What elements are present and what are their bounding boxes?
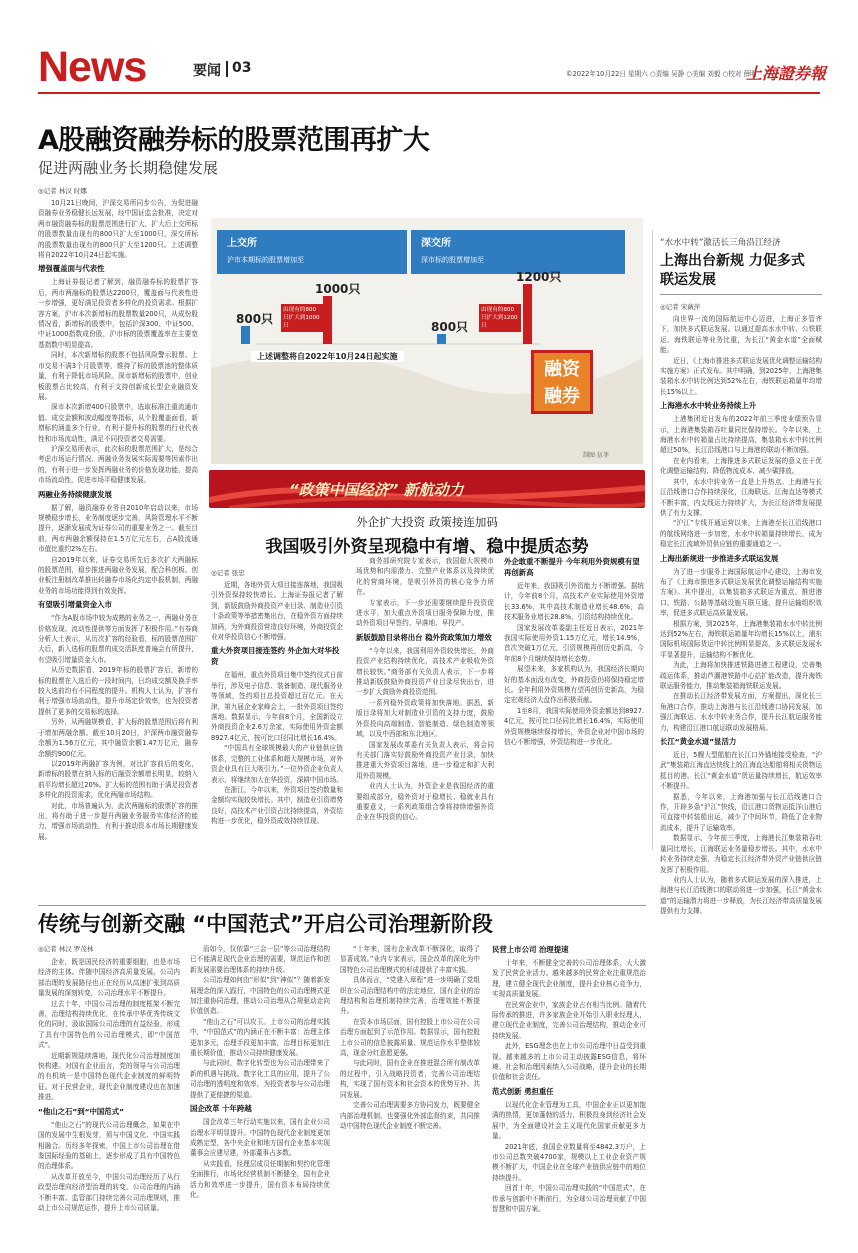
lead-paragraph: 自2019年以来，证券交易所先后多次扩大两融标的股票范围，稳步推进两融业务发展，配合科创板、创业板注册制改革推出转融券市场化约定申报机制，两融业务的市场功能得到有效发挥。 xyxy=(38,555,198,595)
lead-byline: ◎记者 林汉 时娜 xyxy=(38,187,87,195)
right-paragraph: 在推动长江经济带发展方面，方案提出，深化长三角港口合作，推动上海港与长江沿线港口协同发展，加强江海联运、水水中转业务合作，提升长江航运服务能力，构建沿江港口航运联动发展格局。 xyxy=(660,692,822,732)
bottom-paragraph: 企业，既是国民经济的重要细胞，也是市场经济的主体。伴随中国经济高质量发展，公司内部治理的发展路径也正在经历从高速扩张到高质量发展的深刻转变，公司治理水平不断提升。 xyxy=(38,958,180,998)
right-headline-rule xyxy=(660,294,822,295)
right-headline: 上海出台新规 力促多式联运发展 xyxy=(660,253,805,288)
bottom-paragraph: 从改革开放至今，中国公司治理经历了从行政型治理向经济型治理的转变，公司治理的内涵不断丰富。监管部门持续完善公司治理规则，推动上市公司规范运作，提升上市公司质量。 xyxy=(38,1172,180,1212)
trade-column-2 xyxy=(356,556,494,904)
bottom-paragraph: 在资本市场层面，国有控股上市公司在公司治理方面起到了示范作用。数据显示，国有控股上市公司的信息披露质量、规范运作水平整体较高，现金分红意愿更强。 xyxy=(340,1017,480,1058)
trade-paragraph: 一系列稳外资政策将加快落地。据悉，新版目录将加大对制造业引资的支持力度，鼓励外资投向高端制造、智能制造、绿色制造等领域，以及中西部和东北地区。 xyxy=(356,698,494,739)
trade-paragraph: 专家表示，下一步还需要继续提升投资促进水平，加大重点外资项目服务保障力度，推动外资项目早签约、早落地、早投产。 xyxy=(356,598,494,628)
badge-text-line1: 融资 xyxy=(544,359,580,380)
lead-paragraph: 据了解，融资融券业务自2010年启动以来，市场规模稳步增长，业务制度逐步完善，风险管理水平不断提升，逐渐发展成为证券公司的重要业务之一。截至目前，两市两融余额保持在1.5万亿元左右，占A股流通市值比重约2%左右。 xyxy=(38,503,198,554)
sse-caption: 沪市本期标的股票增加至 xyxy=(227,256,304,264)
paper-name: 上海證券報 xyxy=(746,64,827,83)
sse-title: 上交所 xyxy=(227,238,257,249)
szse-from-bar xyxy=(437,334,446,344)
lead-article xyxy=(38,186,198,902)
sse-to-bar xyxy=(323,296,332,344)
right-paragraph: 数据显示，今年前三季度，上海港长江集装箱吞吐量同比增长，江海联运业务量稳步增长。其中，水水中转业务持续走强，为稳定长江经济带外贸产业链供应链发挥了积极作用。 xyxy=(660,834,822,874)
trade-paragraph: 近期，各地外资大项目接连落地，我国吸引外资保持较快增长。上海证券报记者了解到，新版鼓励外商投资产业目录、制造业引资十条政策等举措密集出台，在稳外资方面持续加码，为外商投资营造良好环境，外商投资企业对华投资信心不断增强。 xyxy=(211,581,343,642)
right-paragraph: 在业内看来，上海推进多式联运发展的意义在于优化调整运输结构、降低物流成本、减少碳排放。 xyxy=(660,456,822,476)
bottom-subheading: 民营上市公司 治理提速 xyxy=(492,945,569,954)
bottom-subheading: 范式创新 勇担重任 xyxy=(492,1086,554,1096)
news-logo: News xyxy=(38,43,147,91)
right-paragraph: 上港集团近日发布的2022年前三季度业绩预告显示，上海港集装箱吞吐量同比保持增长。今年以来，上海港水水中转箱量占比持续提高，集装箱水水中转比例超过50%，长江沿线港口与上海港的联动不断加强。 xyxy=(660,415,822,455)
bottom-paragraph: 从实践看，经理层成员任期制和契约化管理全面推行，市场化经营机制不断健全，国有企业活力和效率进一步提升，国有资本布局持续优化。 xyxy=(190,1159,330,1199)
bottom-paragraph: “十年来，国有企业改革不断深化，取得了显著成效。”业内专家表示，国企改革的深化为中国特色公司治理模式的形成提供了丰富实践。 xyxy=(340,945,480,974)
lead-paragraph: 另外，从两融规模看，扩大标的股票范围后将有利于增加两融余额。截至10月20日，沪深两市融资融券余额为1.56万亿元，其中融资余额1.47万亿元，融券余额约900亿元。 xyxy=(38,718,198,758)
right-paragraph: 其中，水水中转业务一直是上升热点。上海港与长江沿线港口合作持续深化，江海联运、江海直达等模式不断丰富，内支线运力持续扩大，为长江经济带发展提供了有力支撑。 xyxy=(660,477,822,517)
section-divider xyxy=(226,61,228,77)
trade-subheading: 新版鼓励目录将出台 稳外资政策加力增效 xyxy=(356,632,492,642)
bottom-paragraph: 国企改革三年行动实施以来，国有企业公司治理水平明显提升。中国特色现代企业制度更加成熟定型，各中央企业和地方国有企业基本实现董事会应建尽建，外部董事占多数。 xyxy=(190,1118,330,1158)
bottom-paragraph: 与此同时，国有企业在推进混合所有制改革的过程中，引入战略投资者，完善公司治理结构，实现了国有资本和社会资本的优势互补、共同发展。 xyxy=(340,1059,480,1099)
infographic-credit: 制图 伍菲 xyxy=(583,452,609,459)
trade-paragraph: “今年以来，我国利用外资较快增长，外商投资产业结构持续优化，高技术产业吸收外资增长较快。”商务部有关负责人表示，下一步将推动新版鼓励外商投资产业目录尽快出台，进一步扩大鼓励外商投资范围。 xyxy=(356,646,494,697)
special-banner xyxy=(209,470,645,508)
bottom-column-1 xyxy=(38,957,180,1237)
sse-from-label: 800只 xyxy=(236,312,274,326)
right-paragraph: 近日，5艘大型船舶在长江口外锚地接受检查，“沪武”集装箱江海直达快线上的江海直达船舶将相关货物运抵目的港。长江“黄金水道”货运量持续增长，航运效率不断提升。 xyxy=(660,751,822,791)
trade-subheading: 重大外资项目接连签约 外企加大对华投资 xyxy=(211,646,340,667)
lead-headline: A股融资融券标的股票范围再扩大 xyxy=(38,125,430,156)
right-subheading: 上海港水水中转业务持续上升 xyxy=(660,401,757,411)
right-subheading: 上海出新规进一步推进多式联运发展 xyxy=(660,553,779,563)
badge-text-line2: 融券 xyxy=(544,386,580,407)
szse-to-bar xyxy=(523,284,532,344)
lead-paragraph: 对此，市场普遍认为，此次两融标的股票扩容的推出，将有助于进一步提升两融业务服务实体经济的能力，增强市场流动性，有利于推动资本市场长期健康发展。 xyxy=(38,801,198,841)
bottom-paragraph: “他山之石”可以攻玉。上市公司的治理实践中，“中国范式”的内涵正在不断丰富：治理主体更加多元，治理手段更加丰富，治理目标更加注重长期价值，推动公司持续健康发展。 xyxy=(190,1017,330,1058)
right-paragraph: 根据方案，到2025年，上海港集装箱水水中转比例达到52%左右，海铁联运箱量年均增长15%以上，浦东国际机场国际货运中转比例明显提高，多式联运发展水平显著提升，运输结构不断优化。 xyxy=(660,619,822,659)
right-kicker: “水水中转”激活长三角沿江经济 xyxy=(660,238,781,248)
bottom-paragraph: 而如今，仅依靠“三会一层”等公司治理结构已不能满足现代企业治理的需要，规范运作和创新发展需要治理体系的持续升级。 xyxy=(190,945,330,974)
bottom-paragraph: 完善公司治理需要多方协同发力，既要健全内部治理机制，也要强化外部监督约束，共同推动中国特色现代企业制度不断完善。 xyxy=(340,1101,480,1130)
bottom-column-2 xyxy=(190,944,330,1237)
szse-to-label: 1200只 xyxy=(516,270,562,284)
bottom-paragraph: 此外，ESG理念也在上市公司治理中日益受到重视。越来越多的上市公司主动披露ESG信息，将环境、社会和治理因素纳入公司战略，提升企业的长期价值和社会责任。 xyxy=(492,1042,646,1082)
lead-subheading: 增强覆盖面与代表性 xyxy=(38,264,105,274)
trade-paragraph: 国家发展改革委有关负责人表示，将会同有关部门落实好鼓励外商投资产业目录，加快推进重大外资项目落地，进一步稳定和扩大利用外资规模。 xyxy=(356,740,494,780)
margin-trading-badge xyxy=(531,350,593,414)
lead-subheadline: 促进两融业务长期稳健发展 xyxy=(38,159,219,177)
bottom-subheading: 国企改革 十年跨越 xyxy=(190,1104,252,1114)
szse-caption: 深市标的股票增加至 xyxy=(421,256,484,264)
trade-paragraph: 展望未来，多家机构认为，我国经济长期向好的基本面没有改变，外商投资仍将保持稳定增长。全年利用外资规模有望再创历史新高，为稳定宏观经济大盘作出积极贡献。 xyxy=(504,665,644,705)
bottom-paragraph: 过去十年，中国公司治理的制度框架不断完善，治理结构持续优化，在传承中华优秀传统文化的同时，汲取国际公司治理的有益经验，形成了具有中国特色的公司治理模式，即“中国范式”。 xyxy=(38,999,180,1050)
sse-from-bar xyxy=(241,326,250,344)
bottom-column-4 xyxy=(492,944,646,1237)
bottom-paragraph: 2021年底，我国企业数量将至4842.3万户，上市公司总数突破4700家，规模以上工业企业资产规模不断扩大，中国企业在全球产业链供应链中的地位持续提升。 xyxy=(492,1142,646,1182)
lead-paragraph: 以2019年两融扩容为例，对比扩容前后的变化，新增标的股票在纳入标的后融资余额增长明显，较纳入前平均增长超过20%。扩大标的范围有助于满足投资者多样化的投资需求，优化两融市场结构。 xyxy=(38,759,198,800)
trade-headline: 我国吸引外资呈现稳中有增、稳中提质态势 xyxy=(265,537,589,557)
lead-paragraph: 沪深交易所表示，此次标的股票范围扩大，是综合考虑市场运行情况、两融业务发展实际需要等因素作出的，有利于进一步发挥两融业务的价格发现功能，提高市场流动性，促进市场平稳健康发展。 xyxy=(38,444,198,485)
right-paragraph: 据悉，今年以来，上海港加强与长江沿线港口合作，开辟多条“沪江”快线，沿江港口货物运抵洋山港后可直接中转装船出运，减少了中间环节，降低了企业物流成本，提升了运输效率。 xyxy=(660,792,822,832)
bottom-paragraph: 公司治理如何由“形似”到“神似”？随着新发展理念的深入践行，中国特色的公司治理模式更加注重协同治理，推动公司治理从合规驱动走向价值创造。 xyxy=(190,976,330,1016)
lead-subheading: 有望吸引增量资金入市 xyxy=(38,600,112,610)
page-number: 03 xyxy=(232,60,252,76)
bottom-paragraph: 具体而言，“党建入章程”进一步明确了党组织在公司治理结构中的法定地位，国有企业的治理结构和治理机制持续完善，治理效能不断提升。 xyxy=(340,976,480,1016)
banner-text: “政策中国经济” 新航动力 xyxy=(289,481,464,499)
trade-paragraph: 1至8月，我国实际使用外资金额达到8927.4亿元，按可比口径同比增长16.4%，实际使用外资规模继续保持增长，外资企业对中国市场的信心不断增强，外资结构进一步优化。 xyxy=(504,706,644,747)
bottom-paragraph: 在民营企业中，家族企业占有相当比例。随着代际传承的推进，许多家族企业开始引入职业经理人，建立现代企业制度，完善公司治理结构，推动企业可持续发展。 xyxy=(492,1000,646,1040)
lead-subheading: 两融业务持续健康发展 xyxy=(38,489,112,499)
effective-date-band: 上述调整将自2022年10月24日起实施 xyxy=(251,351,404,362)
right-paragraph: 近日，《上海市推进多式联运发展优化调整运输结构实施方案》正式发布。其中明确，到2025年，上海港集装箱水水中转比例达到52%左右，海铁联运箱量年均增长15%以上。 xyxy=(660,356,822,396)
masthead xyxy=(0,0,858,100)
szse-title: 深交所 xyxy=(421,238,451,249)
right-paragraph: 向世界一流的国际航运中心迈进，上海正多管齐下，加快多式联运发展。以通过提高水水中转、公铁联运、海铁联运等业务比重，为长江“黄金水道”全面赋能。 xyxy=(660,315,822,355)
szse-from-label: 800只 xyxy=(431,320,469,334)
trade-paragraph: 商务部研究院专家表示，我国超大规模市场优势和内需潜力、完整产业体系以及持续优化的营商环境，是吸引外资的核心竞争力所在。 xyxy=(356,557,494,597)
sse-to-label: 1000只 xyxy=(315,282,361,296)
masthead-rule xyxy=(38,92,820,94)
trade-paragraph: 近年来，我国吸引外资能力不断增强。据统计，今年前8个月，高技术产业实际使用外资增长33.6%，其中高技术制造业增长48.6%，高技术服务业增长28.8%，引资结构持续优化。 xyxy=(504,582,644,622)
bottom-column-3 xyxy=(340,944,480,1237)
right-paragraph: “沪江”专线开通运营以来，上海港至长江沿线港口的航线网络进一步加密，水水中转箱量持续增长，成为稳定长江流域外贸供应链的重要通道之一。 xyxy=(660,519,822,549)
lead-paragraph: 上海证券报记者了解到，融资融券标的股票扩容后，两市两融标的股票达2200只，覆盖面与代表性进一步增强，更好满足投资者多样化的投资需求。根据扩容方案，沪市本次新增标的股票数量200只，从成份股情况看，新增标的股票中，包括沪深300、中证500、中证1000指数成份股，沪市标的股票覆盖率在主要宽基指数中明显提高。 xyxy=(38,278,198,349)
right-article xyxy=(660,302,822,1204)
right-subheading: 长江“黄金水道”显活力 xyxy=(660,737,737,747)
trade-column-1 xyxy=(211,580,343,904)
trade-paragraph: “中国具有全球规模最大的产业链供应链体系，完整的工业体系和超大规模市场，对外资企业具有巨大吸引力。”一位外资企业负责人表示，将继续加大在华投资，深耕中国市场。 xyxy=(211,744,343,784)
bottom-paragraph: 回首十年，中国公司治理实践的“中国范式”，在传承与创新中不断前行，为全球公司治理贡献了中国智慧和中国方案。 xyxy=(492,1184,646,1213)
lead-paragraph: 从历史数据看，2019年标的股票扩容后，新增的标的股票在入选后的一段时间内，日均成交额及换手率较入选前均有不同程度的提升。机构人士认为，扩容有利于增强市场流动性，提升市场定价效率，也为投资者提供了更多的交易标的选择。 xyxy=(38,666,198,716)
trade-paragraph: 业内人士认为，外资企业是我国经济的重要组成部分，稳外资对于稳增长、稳就业具有重要意义，一系列政策组合拳将持续增强外资企业在华投资的信心。 xyxy=(356,782,494,822)
sse-change-box: 由现有的800只扩大到1000只 xyxy=(281,304,323,332)
trade-paragraph: 在福州，重点外资项目集中签约仪式日前举行，涉及电子信息、装备制造、现代服务业等领域，签约项目总投资超过百亿元。在天津，第九届企业家峰会上，一批外资项目签约落地。数据显示，今年前8个月，全国新设立外商投资企业2.6万余家，实际使用外资金额8927.4亿元，按可比口径同比增长16.4%。 xyxy=(211,671,343,742)
right-paragraph: 为此，上海将加快推进铁路进港工程建设，完善集疏运体系，推动芦潮港铁路中心站扩能改造，提升海铁联运服务能力，推动集装箱海铁联运发展。 xyxy=(660,661,822,690)
szse-change-box: 由现有的800只扩大到1200只 xyxy=(479,304,521,332)
bottom-paragraph: 以现代化企业管理为工具，中国企业正以更加饱满的热情，更加蓬勃的活力，积极投身到经济社会发展中，为全面建设社会主义现代化国家贡献更多力量。 xyxy=(492,1100,646,1141)
bottom-subheading: “他山之石”到“中国范式” xyxy=(38,1106,124,1116)
bottom-paragraph: 近期新规陆续落地，现代化公司治理制度加快构建。对国有企业而言，党的领导与公司治理的有机统一是中国特色现代企业制度的鲜明特征。对于民营企业，现代企业制度建设也在加速推进。 xyxy=(38,1051,180,1102)
right-column-divider xyxy=(652,230,653,850)
bottom-paragraph: “他山之石”的现代公司治理概念，如果在中国的发展中生根发芽，须与中国文化、中国实践相融合。历经多年探索，中国上市公司治理在借鉴国际经验的基础上，逐步形成了具有中国特色的治理体系。 xyxy=(38,1120,180,1171)
lead-paragraph: 深市本次新增400只股票中，选取标准注重流通市值、成交金额和波动幅度等指标，从个股覆盖面看，新增标的涵盖多个行业，有利于提升标的股票的行业代表性和市场流动性，满足不同投资者交易需要。 xyxy=(38,403,198,443)
bottom-byline: ◎记者 林汉 罗茂林 xyxy=(38,945,94,953)
trade-paragraph: 国家发展改革委副主任近日表示，2021年我国实际使用外资1.15万亿元，增长14.9%，首次突破1万亿元，引资规模再创历史新高，今年前8个月继续保持增长态势。 xyxy=(504,623,644,663)
masthead-meta: ©2022年10月22日 星期六 ○责编 吴静 ○美编 刘毅 ○校对 薛明 xyxy=(566,70,757,78)
sse-panel xyxy=(217,230,407,274)
right-paragraph: 业内人士认为，随着多式联运发展的深入推进，上海港与长江沿线港口的联动将进一步加强，长江“黄金水道”的运输潜力将进一步释放，为长江经济带高质量发展提供有力支撑。 xyxy=(660,875,822,916)
right-byline: ◎记者 宋薇萍 xyxy=(660,303,701,311)
trade-kicker: 外企扩大投资 政策接连加码 xyxy=(356,515,498,529)
bottom-section-rule xyxy=(38,905,646,906)
section-name: 要闻 xyxy=(193,63,221,79)
bottom-paragraph: 十年来，不断健全完善的公司治理体系，大大激发了民营企业活力。越来越多的民营企业注重规范治理，建立健全现代企业制度，提升企业核心竞争力，实现高质量发展。 xyxy=(492,959,646,999)
right-paragraph: 为了进一步服务上海国际航运中心建设，上海市发布了《上海市推进多式联运发展优化调整运输结构实施方案》。其中提出，以集装箱多式联运为重点，推进港口、铁路、公路等基础设施互联互通，提升运输组织效率，促进多式联运高质量发展。 xyxy=(660,567,822,618)
lead-paragraph: 同时，本次新增标的股票不包括风险警示股票、上市交易不满3个月股票等，维持了标的股票池的整体质量，有利于降低市场风险。深市新增标的股票中，创业板股票占比较高，有利于支持创新成长型企业融资发展。 xyxy=(38,351,198,401)
bottom-headline: 传统与创新交融 “中国范式”开启公司治理新阶段 xyxy=(38,912,493,936)
trade-subheading: 外企敢重不断提升 今年利用外资规模有望再创新高 xyxy=(504,557,640,577)
trade-paragraph: 在浙江，今年以来，外资项目签约数量和金额均实现较快增长。其中，制造业引资增势良好，高技术产业引资占比持续提高，外资结构进一步优化，稳外资成效持续显现。 xyxy=(211,785,343,826)
lead-paragraph: 10月21日晚间，沪深交易所同步公告，为促进融资融券业务稳健长远发展，经中国证监会批准，决定对两市融资融券标的股票范围进行扩大，扩大后上交所标的股票数量由现有的800只扩大至1000只，深交所标的股票数量由现有的800只扩大至1200只。上述调整将自2022年10月24日起实施。 xyxy=(38,199,198,260)
trade-byline: ◎记者 张忠 xyxy=(211,569,245,577)
trade-column-3 xyxy=(504,556,644,904)
bottom-paragraph: 与此同时，数字化转型也为公司治理带来了新的机遇与挑战。数字化工具的应用，提升了公司治理的透明度和效率，为投资者参与公司治理提供了更便捷的渠道。 xyxy=(190,1059,330,1099)
lead-paragraph: “作为A股市场中较为成熟的业务之一，两融业务在价格发现、流动性提供等方面发挥了积极作用。”有券商分析人士表示，从历次扩容的经验看，标的股票范围扩大后，新入选标的股票的成交活跃度普遍会有所提升，有望吸引增量资金入市。 xyxy=(38,614,198,664)
infographic xyxy=(211,218,643,464)
